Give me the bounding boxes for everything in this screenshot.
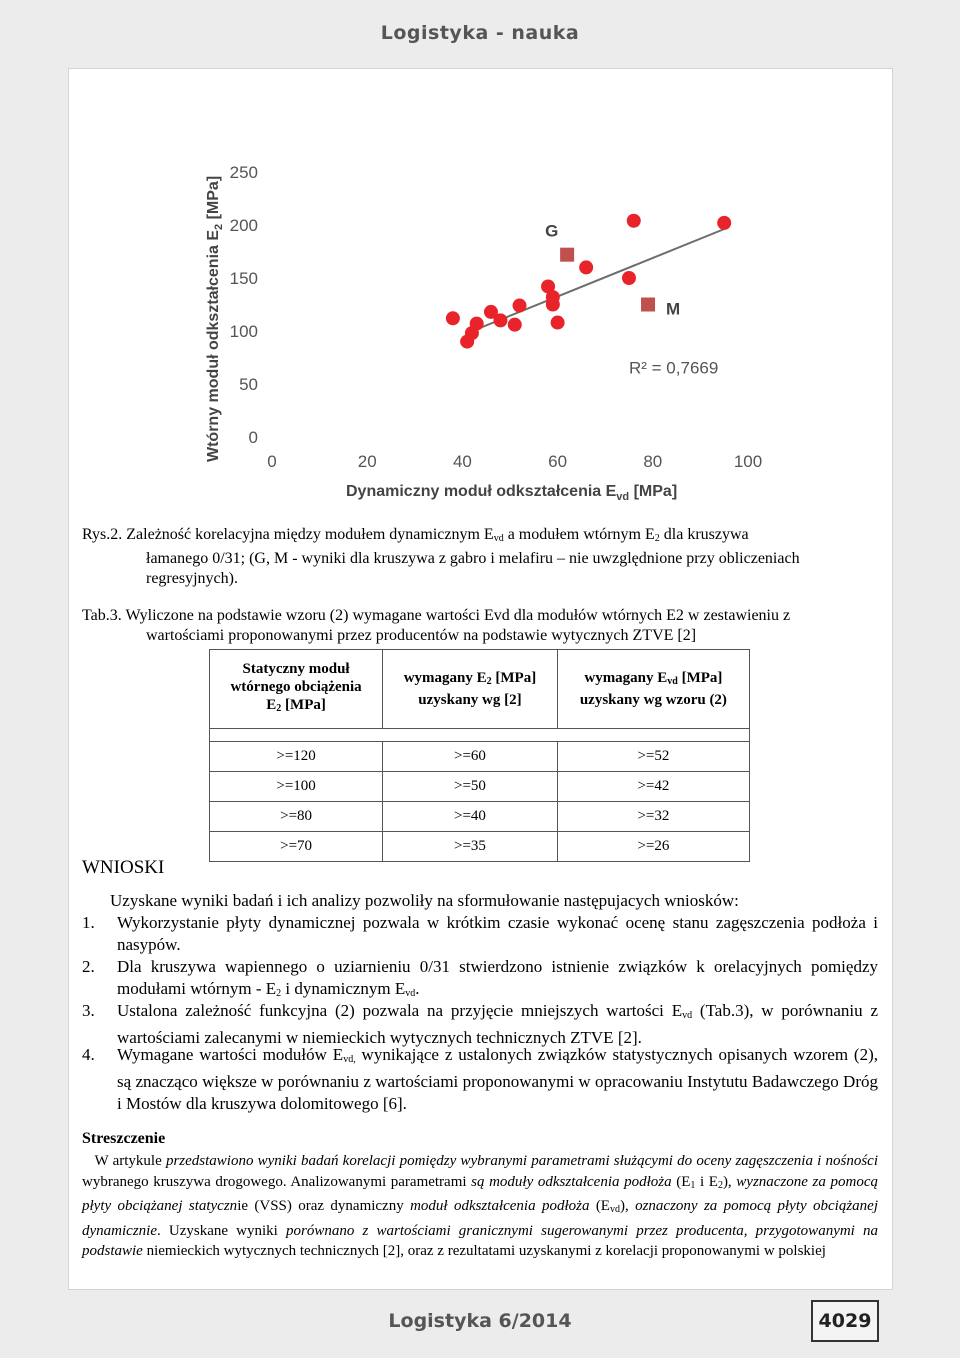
point-label: M xyxy=(666,299,681,319)
x-tick-label: 100 xyxy=(733,452,763,471)
data-point xyxy=(622,271,636,285)
y-tick-label: 150 xyxy=(229,269,258,288)
table-row xyxy=(210,772,750,802)
data-point xyxy=(627,214,641,228)
table-cell: >=50 xyxy=(383,772,558,802)
scatter-chart xyxy=(198,150,788,510)
abstract-text: W artykule przedstawiono wyniki badań korelacji pomiędzy wybranymi parametrami służącymi do oceny zagęszczenia i nośności wybranego kruszywa drogowego. Analizowanymi parametrami są moduły odkształcenia podłoża ($E_1$ i $E_2$), wyznaczone za pomocą płyty obciążanej statycznie (VSS) oraz dynamiczny moduł odkształcenia podłoża $(E_{vd})$, oznaczony za pomocą płyty obciążanej dynamicznie. Uzyskane wyniki porównano z wartościami granicznymi sugerowanymi przez producenta, przygotowanymi na podstawie niemieckich wytycznych technicznych [2], oraz z rezultatami uzyskanymi z korelacji proponowanymi w polskiej xyxy=(82,1153,878,1259)
y-tick-label: 100 xyxy=(229,322,258,341)
table-row xyxy=(210,802,750,832)
table-caption-label: Tab.3. xyxy=(82,607,122,624)
x-axis-title: Dynamiczny moduł odkształcenia $E_{vd}$ [MPa] xyxy=(346,483,678,503)
journal-footer: Logistyka 6/2014 xyxy=(388,1310,572,1332)
r-squared-label: R² = 0,7669 xyxy=(629,358,719,378)
list-item: 1. Wykorzystanie płyty dynamicznej pozwala w krótkim czasie wykonać ocenę stanu zagęszczenia podłoża i nasypów. xyxy=(82,913,878,954)
data-point xyxy=(579,260,593,274)
data-point xyxy=(546,298,560,312)
y-tick-label: 250 xyxy=(229,163,258,182)
table-cell: >=70 xyxy=(210,832,383,862)
data-point xyxy=(508,318,522,332)
x-tick-label: 80 xyxy=(643,452,663,471)
table-cell: >=60 xyxy=(383,742,558,772)
y-tick-label: 50 xyxy=(239,375,258,394)
point-label: G xyxy=(545,221,559,241)
table-cell: >=100 xyxy=(210,772,383,802)
y-tick-label: 0 xyxy=(248,428,258,447)
col-header-required-e2: wymagany $E_2$ [MPa] uzyskany wg [2] xyxy=(383,650,558,729)
conclusions-intro: Uzyskane wyniki badań i ich analizy pozwoliły na sformułowanie następujacych wniosków: xyxy=(110,891,739,910)
y-tick-label: 200 xyxy=(229,216,258,235)
list-item: 3. Ustalona zależność funkcyjna (2) pozwala na przyjęcie mniejszych wartości $E_{vd}$ (Tab.3), w porównaniu z wartościami zalecanymi w niemieckich wytycznych technicznych ZTVE [2]. xyxy=(82,1001,878,1047)
table-cell: >=52 xyxy=(557,742,749,772)
data-point xyxy=(446,311,460,325)
data-point-excluded xyxy=(641,298,655,312)
figure-caption-label: Rys.2. xyxy=(82,526,123,543)
page-number: 4029 xyxy=(811,1300,879,1342)
data-point xyxy=(470,317,484,331)
figure-caption: Rys.2. Zależność korelacyjna między modułem dynamicznym $E_{vd}$ a modułem wtórnym $E_2$ dla kruszywa łamanego 0/31; (G, M - wyniki dla kruszywa z gabro i melafiru – nie uwzględnione przy obliczeniach regresyjnych). xyxy=(82,526,800,587)
table-cell: >=80 xyxy=(210,802,383,832)
table-cell: >=120 xyxy=(210,742,383,772)
table-cell: >=26 xyxy=(557,832,749,862)
y-axis-title: Wtórny moduł odkształcenia $E_2$ [MPa] xyxy=(205,175,225,462)
table-cell: >=40 xyxy=(383,802,558,832)
table-caption: Tab.3. Wyliczone na podstawie wzoru (2) wymagane wartości Evd dla modułów wtórnych E2 w zestawieniu z wartościami proponowanymi przez producentów na podstawie wytycznych ZTVE [2] xyxy=(82,607,791,644)
list-item: 4. Wymagane wartości modułów $E_{vd,}$ wynikające z ustalonych związków statystycznych opisanych wzorem (2), są znacząco większe w porównaniu z wartościami proponowanymi w opracowaniu Instytutu Badawczego Dróg i Mostów dla kruszywa dolomitowego [6]. xyxy=(82,1045,878,1113)
table-cell: >=32 xyxy=(557,802,749,832)
col-header-static-modulus: Statyczny moduł wtórnego obciążenia $E_2$ [MPa] xyxy=(210,650,383,729)
data-point xyxy=(551,316,565,330)
x-tick-label: 40 xyxy=(452,452,472,471)
data-point xyxy=(513,299,527,313)
results-table xyxy=(209,649,750,862)
data-point xyxy=(717,216,731,230)
list-item: 2. Dla kruszywa wapiennego o uziarnieniu 0/31 stwierdzono istnienie związków k orelacyjnych pomiędzy modułami wtórnym - $E_2$ i dynamicznym $E_{vd}$. xyxy=(82,957,878,999)
table-row xyxy=(210,832,750,862)
data-point-excluded xyxy=(560,248,574,262)
running-header: Logistyka - nauka xyxy=(380,22,580,44)
table-cell: >=35 xyxy=(383,832,558,862)
x-tick-label: 20 xyxy=(357,452,377,471)
col-header-required-evd: wymagany $E_{vd}$ [MPa] uzyskany wg wzoru (2) xyxy=(557,650,749,729)
section-title-abstract: Streszczenie xyxy=(82,1130,166,1147)
table-cell: >=42 xyxy=(557,772,749,802)
x-tick-label: 0 xyxy=(267,452,277,471)
x-tick-label: 60 xyxy=(548,452,568,471)
data-point xyxy=(493,313,507,327)
section-title-conclusions: WNIOSKI xyxy=(82,857,165,878)
table-row xyxy=(210,742,750,772)
